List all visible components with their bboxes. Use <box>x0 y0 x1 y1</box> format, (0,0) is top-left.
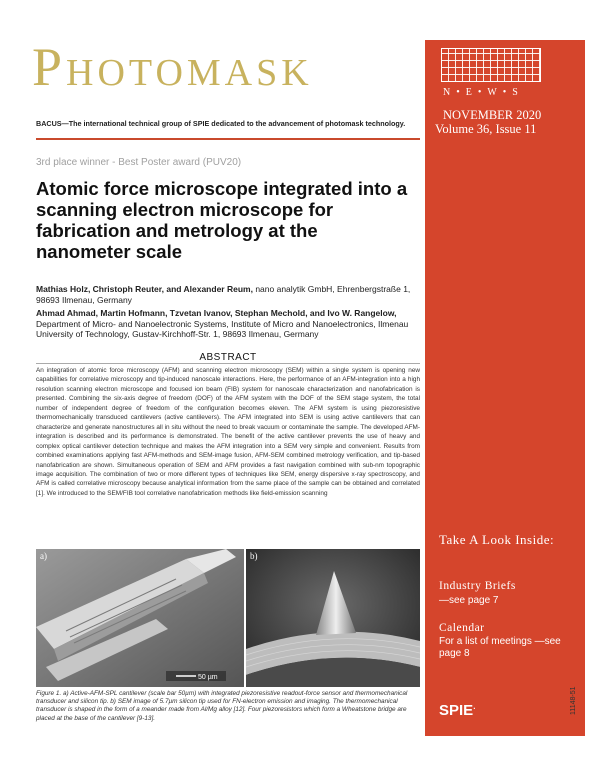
authors-1-affiliation: nano analytik GmbH, Ehrenbergstraße 1, 98693 Ilmenau, Germany <box>36 284 411 305</box>
article-title: Atomic force microscope integrated into a scanning electron microscope for fabrication and metrology at the nanometer scale <box>36 178 408 262</box>
issue-date: NOVEMBER 2020 <box>443 108 542 122</box>
abstract-heading: ABSTRACT <box>199 352 257 363</box>
award-line: 3rd place winner - Best Poster award (PUV20) <box>36 157 242 168</box>
masthead-tagline: BACUS—The international technical group of SPIE dedicated to the advancement of photomask technology. <box>36 119 406 128</box>
authors-group-1 <box>36 284 420 305</box>
inside-item-industry-briefs-page[interactable]: —see page 7 <box>439 595 499 606</box>
abstract-body: An integration of atomic force microscopy (AFM) and scanning electron microscopy (SEM) within a single system is opening new capabilities for correlative microscopy and tip-induced nanoscale interactions. Here, the performance of an AFM-integration into a high resolution scanning electron microscope and focused ion beam (FIB) system for nanoscale characterization and nanofabrication is presented. Combining the six-axis degree of freedom (DOF) of the AFM system with the DOF of the SEM stage system, the total number of independent degree of freedom of the configuration becomes eleven. The AFM system is using piezoresistive thermomechanically transduced cantilevers (active cantilevers). The AFM integrated into SEM is using active cantilevers that can characterize and generate nanostructures all in situ without the need to break vacuum or contaminate the sample. The developed AFM-integration is described and its performance is demonstrated. The benefit of the active cantilever prevents the use of heavy and complex optical cantilever detection technique and makes the AFM integration into a SEM very simple and convenient. Results from combined examinations applying fast AFM-methods and SEM-image fusion, AFM-SEM combined metrology verification, and tip-based nanofabrication are shown. Simultaneous operation of SEM and AFM provides a fast navigation combined with sub-nm topographic image acquisition. The combination of two or more different types of techniques like SEM, energy dispersive x-ray spectroscopy, and AFM is called correlative microscopy because analytical information from the same place of the sample can be obtained and correlated [1]. We introduced to the SEM/FIB tool correlative nanofabrication methods like field-emission scanning <box>36 367 420 497</box>
news-wordmark: N•E•W•S <box>443 87 524 98</box>
inside-item-calendar[interactable]: Calendar <box>439 622 485 634</box>
figure-a-cantilever <box>36 549 244 687</box>
inside-item-calendar-page[interactable]: For a list of meetings —see page 8 <box>439 636 561 659</box>
silicon-tip-sem-image <box>246 549 420 687</box>
issue-volume: Volume 36, Issue 11 <box>435 122 537 136</box>
spie-logo: SPIE. <box>439 702 476 719</box>
bacus-logo <box>441 48 541 82</box>
masthead-rule <box>36 138 420 140</box>
side-code: 11148-51 <box>570 686 577 715</box>
sidebar-panel <box>425 40 585 736</box>
authors-2-names: Ahmad Ahmad, Martin Hofmann, Tzvetan Ivanov, Stephan Mechold, and Ivo W. Rangelow, <box>36 308 397 318</box>
figure-b-tip <box>246 549 420 687</box>
authors-2-affiliation: Department of Micro- and Nanoelectronic Systems, Institute of Micro and Nanoelectronics, Ilmenau University of Technology, Gustav-Kirchhoff-Str. 1, 98693 Ilmenau, Germany <box>36 318 409 339</box>
masthead-title: Photomask <box>32 37 313 97</box>
inside-heading: Take A Look Inside: <box>439 532 555 547</box>
figure-caption: Figure 1. a) Active-AFM-SPL cantilever (scale bar 50µm) with integrated piezoresistive readout-force sensor and thermomechanical transducer and silicon tip. b) SEM image of 5.7µm silicon tip used for FN-electron emission and imaging. The thermomechanical transducer is shaped in the form of a meander made from Al/Mg alloy [12]. Four piezoresistors which form a Wheatstone bridge are placed at the base of the cantilever [9-13]. <box>36 690 408 722</box>
figure-b-label: b) <box>250 551 258 561</box>
authors-1-names: Mathias Holz, Christoph Reuter, and Alexander Reum, <box>36 284 253 294</box>
abstract-rule <box>36 363 420 364</box>
authors-group-2 <box>36 308 420 340</box>
svg-text:50 µm: 50 µm <box>198 674 218 681</box>
inside-item-industry-briefs[interactable]: Industry Briefs <box>439 580 516 592</box>
cantilever-sem-image <box>36 549 244 687</box>
figure-a-label: a) <box>40 551 47 561</box>
